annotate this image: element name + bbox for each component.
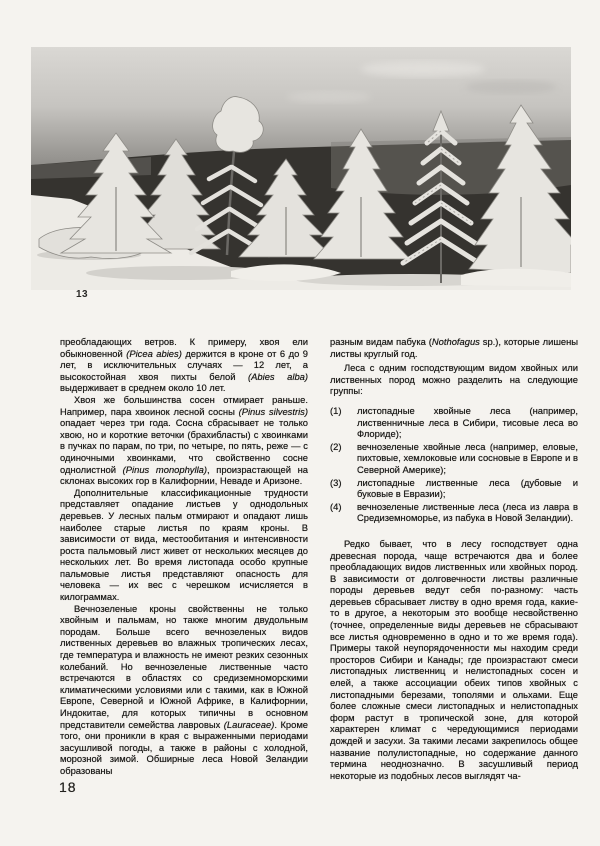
species-name-italic: (Pinus monophylla) — [122, 463, 207, 475]
winter-spruce-photo-illustration — [31, 47, 571, 290]
text-run: , произрастающей на склонах высоких гор в Калифорнии, Неваде и Аризоне. — [60, 463, 309, 487]
text-run: вечнозеленые хвойные леса (например, еловые, пихтовые, хемлоковые или сосновые в Европе и в Северной Америке); — [357, 440, 578, 475]
paragraph — [60, 336, 308, 394]
text-run: опадает через три года. Сосна сбрасывает не только хвою, но и короткие веточки (брахибласты) с хвоинками в пучках по парам, по три, по четыре, по пять, реже — с одиночными хвоинками, что свойственно сосне однолистной — [60, 417, 308, 475]
text-run: Хвоя же большинства сосен отмирает раньше. Например, пара хвоинок лесной сосны — [60, 393, 308, 417]
figure-photo — [31, 47, 571, 290]
paragraph — [330, 336, 578, 359]
paragraph — [330, 362, 578, 397]
text-run: sp.), которые лишены листвы круглый год. — [330, 336, 578, 359]
list-item-number: (3) — [330, 476, 342, 488]
text-run: вечнозеленые лиственные леса (леса из лавра в Средиземноморье, из пабука в Новой Зеландии). — [357, 500, 578, 524]
list-item — [330, 405, 578, 440]
list-item — [330, 477, 578, 500]
list-item-text — [357, 501, 578, 524]
left-column — [60, 336, 308, 777]
list-item — [330, 441, 578, 476]
species-name-italic: (Abies alba) — [248, 370, 308, 382]
list-item-number: (4) — [330, 500, 342, 512]
list-item-number: (2) — [330, 440, 342, 452]
list-item-text — [357, 405, 578, 440]
right-column — [330, 336, 578, 781]
paragraph — [60, 487, 308, 603]
list-item-text — [357, 477, 578, 500]
species-name-italic: Nothofagus — [431, 336, 480, 347]
paragraph — [330, 538, 578, 781]
text-run: Вечнозеленые кроны свойственны не только хвойным и пальмам, но также многим двудольным породам. Больше всего вечнозеленых видов лиственных деревьев во влажных тропических лесах, где температура и влажность не имеют резких сезонных колебаний. Но вечнозеленые лиственные часто встречаются в областях со средиземноморскими климатическими условиями или с такими, как в Южной Европе, Северной и Южной Африке, в Калифорнии, Индокитае, для которых типичны в основном представители семейства лавровых — [60, 602, 308, 730]
list-item-number: (1) — [330, 404, 342, 416]
species-name-italic: (Pinus silvestris) — [238, 405, 308, 417]
text-run: Редко бывает, что в лесу господствует одна древесная порода, чаще встречаются два и более преобладающих видов лиственных или хвойных пород. В зависимости от долговечности листвы различные породы деревьев ведут себя по-разному: часть деревьев сбрасывает листву в одно время года, какие-то в другое, а некоторым это вообще несвойственно (точнее, определенные виды деревьев не сбрасывают все листья одновременно в одно и то же время года). Примеры такой неупорядоченности мы находим среди просторов Сибири и Канады; где произрастают смеси листопадных лиственниц и нелистопадных сосен и елей, а также ассоциации обеих типов хвойных с листопадными березами, тополями и ольхами. Еще более сложные смеси листопадных и нелистопадных форм растут в тропической зоне, для которой характерен климат с чередующимися периодами дождей и засухи. За такими лесами закрепилось общее название полулистопадные, но содержание данного термина неоднозначно. В засушливый период некоторые из подобных лесов выглядят ча- — [330, 537, 578, 781]
text-run: Леса с одним господствующим видом хвойных или лиственных пород можно разделить на следующие группы: — [330, 362, 578, 397]
text-run: выдерживает в среднем около 10 лет. — [60, 382, 226, 394]
text-run: разным видам пабука ( — [330, 336, 432, 347]
right-column-outro — [330, 538, 578, 781]
species-name-italic: (Lauraceae) — [223, 718, 275, 730]
list-item — [330, 501, 578, 524]
page-number: 18 — [59, 779, 77, 795]
paragraph — [60, 603, 308, 777]
text-run: . Кроме того, они проникли в края с выраженными периодами засушливой погоды, а также в районы с холодной, морозной зимой. Обширные леса Новой Зеландии образованы — [60, 718, 308, 776]
right-column-intro — [330, 336, 578, 397]
paragraph — [60, 394, 308, 487]
species-name-italic: (Picea abies) — [126, 347, 182, 359]
text-run: Дополнительные классификационные трудности представляет опадание листьев у однодольных деревьев. У лесных пальм отмирают и опадают лишь наиболее старые листья по краям кроны. В зависимости от вида, местообитания и интенсивности роста пальмовый лист живет от нескольких месяцев до нескольких лет. Во время листопада особо крупные пальмовые листья представляют опасность для человека — их вес с черешком исчисляется в килограммах. — [60, 486, 308, 603]
text-run: держится в кроне от 6 до 9 лет, в исключительных случаях — 12 лет, а высокостойная хвоя пихты белой — [60, 347, 308, 382]
figure-number: 13 — [76, 289, 89, 300]
text-run: преобладающих ветров. К примеру, хвоя ели обыкновенной — [60, 336, 308, 359]
text-run: листопадные лиственные леса (дубовые и буковые в Евразии); — [357, 476, 578, 500]
forest-groups-list — [330, 405, 578, 524]
list-item-text — [357, 441, 578, 476]
text-run: листопадные хвойные леса (например, лиственничные леса в Сибири, тисовые леса во Флориде); — [357, 404, 578, 440]
